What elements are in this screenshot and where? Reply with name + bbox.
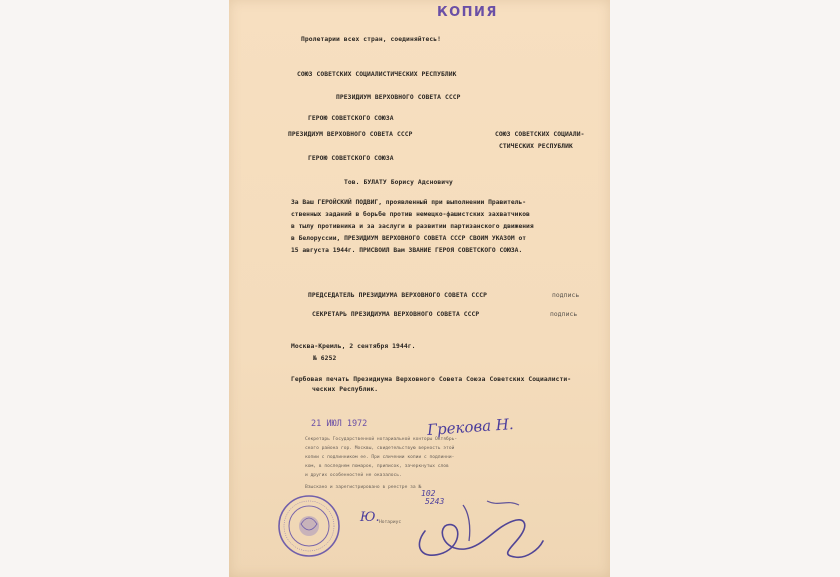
slogan: Пролетарии всех стран, соединяйтесь!: [301, 36, 442, 43]
addressee: Тов. БУЛАТУ Борису Адсновичу: [344, 179, 453, 186]
body-line-4: в Белоруссии, ПРЕЗИДИУМ ВЕРХОВНОГО СОВЕТА СССР СВОИМ УКАЗОМ от: [291, 235, 527, 242]
notary-seal-stamp: [277, 494, 341, 558]
header-presidium: ПРЕЗИДИУМ ВЕРХОВНОГО СОВЕТА СССР: [336, 94, 461, 101]
secretary-signature-line: СЕКРЕТАРЬ ПРЕЗИДИУМА ВЕРХОВНОГО СОВЕТА СССР: [312, 311, 480, 318]
handwritten-register-number: 102: [421, 489, 436, 498]
certification-line: и других особенностей не оказалось.: [305, 473, 402, 478]
seal-note-line-1: Гербовая печать Президиума Верховного Совета Союза Советских Социалисти-: [291, 376, 572, 383]
certification-handwritten-signature: Грекова Н.: [426, 414, 515, 440]
copy-stamp: КОПИЯ: [437, 5, 498, 20]
header-union-name-2a: СОЮЗ СОВЕТСКИХ СОЦИАЛИ-: [495, 131, 585, 138]
secretary-signature-mark: подпись: [550, 311, 578, 318]
place-date: Москва-Кремль, 2 сентября 1944г.: [291, 343, 416, 350]
header-union-name: СОЮЗ СОВЕТСКИХ СОЦИАЛИСТИЧЕСКИХ РЕСПУБЛИК: [297, 71, 457, 78]
certification-line: ком, в последнем помарок, приписок, зачеркнутых слов: [305, 464, 449, 469]
notary-label: Нотариус: [379, 520, 402, 525]
handwritten-register-number-2: 5243: [425, 497, 445, 506]
header-union-name-2b: СТИЧЕСКИХ РЕСПУБЛИК: [499, 143, 573, 150]
header-hero-title: ГЕРОЮ СОВЕТСКОГО СОЮЗА: [308, 115, 394, 122]
chair-signature-mark: подпись: [552, 292, 580, 299]
certification-line: ского района гор. Москвы, свидетельствую верность этой: [305, 446, 455, 451]
header-hero-title-2: ГЕРОЮ СОВЕТСКОГО СОЮЗА: [308, 155, 394, 162]
document-page: [229, 0, 610, 577]
certification-line: копии с подлинником ее. При сличении копии с подлинни-: [305, 455, 455, 460]
body-line-3: в тылу противника и за заслуги в развитии партизанского движения: [291, 223, 534, 230]
document-number: № 6252: [313, 355, 337, 362]
certification-line: Взыскано и зарегистрировано в реестре за №: [305, 485, 422, 490]
body-line-1: За Ваш ГЕРОЙСКИЙ ПОДВИГ, проявленный при выполнении Правитель-: [291, 199, 527, 206]
header-presidium-2: ПРЕЗИДИУМ ВЕРХОВНОГО СОВЕТА СССР: [288, 131, 413, 138]
notary-signature-scribble: [403, 491, 553, 567]
certification-line: Секретарь Государственной нотариальной конторы Октябрь-: [305, 437, 458, 442]
handwritten-initials: Ю.: [360, 510, 380, 525]
body-line-2: ственных заданий в борьбе против немецко-фашистских захватчиков: [291, 211, 530, 218]
certification-date-stamp: 21 ИЮЛ 1972: [311, 419, 368, 429]
chair-signature-line: ПРЕДСЕДАТЕЛЬ ПРЕЗИДИУМА ВЕРХОВНОГО СОВЕТА СССР: [308, 292, 487, 299]
seal-note-line-2: ческих Республик.: [312, 386, 379, 393]
body-line-5: 15 августа 1944г. ПРИСВОИЛ Вам ЗВАНИЕ ГЕРОЯ СОВЕТСКОГО СОЮЗА.: [291, 247, 523, 254]
